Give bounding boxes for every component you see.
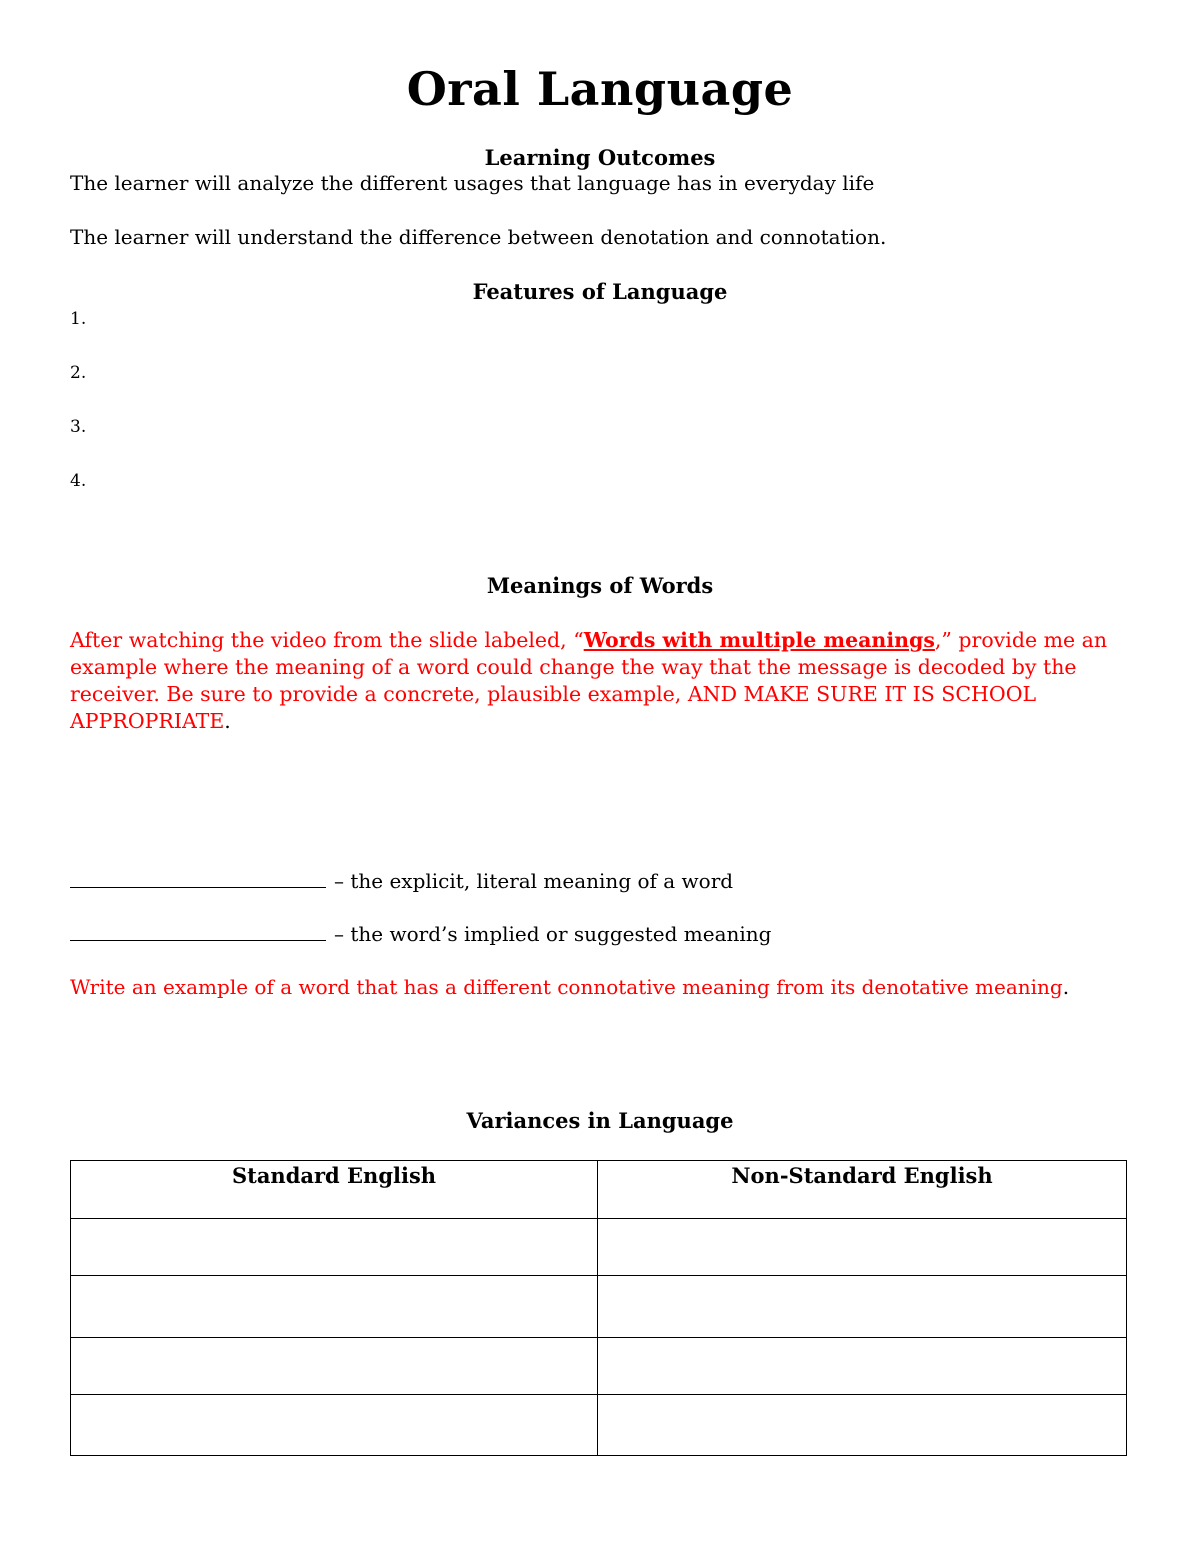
prompt-intro: After watching the video from the slide labeled, “ [70, 628, 584, 652]
learning-outcome-1: The learner will analyze the different usages that language has in everyday life [70, 171, 875, 195]
connotation-prompt [70, 975, 1069, 999]
multiple-meanings-prompt [70, 627, 1130, 735]
connotation-prompt-period: . [1062, 975, 1070, 999]
variances-table [70, 1160, 1127, 1456]
standard-english-cell[interactable] [71, 1395, 598, 1456]
connotation-blank[interactable] [70, 921, 326, 941]
words-with-multiple-meanings-link[interactable]: Words with multiple meanings [583, 628, 935, 652]
feature-number-4: 4. [70, 471, 87, 491]
table-row [71, 1338, 1127, 1395]
meanings-heading: Meanings of Words [486, 573, 714, 598]
table-row [71, 1219, 1127, 1276]
non-standard-english-cell[interactable] [598, 1338, 1127, 1395]
standard-english-cell[interactable] [71, 1338, 598, 1395]
denotation-definition-line [70, 868, 733, 893]
table-row [71, 1395, 1127, 1456]
prompt-period: . [224, 709, 231, 733]
table-row [71, 1276, 1127, 1338]
learning-outcome-2: The learner will understand the difference between denotation and connotation. [70, 225, 887, 249]
standard-english-header: Standard English [71, 1161, 598, 1219]
feature-number-1: 1. [70, 309, 87, 329]
standard-english-cell[interactable] [71, 1219, 598, 1276]
page-title: Oral Language [406, 62, 794, 116]
table-header-row [71, 1161, 1127, 1219]
denotation-definition: – the explicit, literal meaning of a word [334, 869, 734, 893]
features-heading: Features of Language [472, 279, 728, 304]
feature-number-3: 3. [70, 417, 87, 437]
connotation-definition-line [70, 921, 771, 946]
standard-english-cell[interactable] [71, 1276, 598, 1338]
denotation-blank[interactable] [70, 868, 326, 888]
feature-number-2: 2. [70, 363, 87, 383]
non-standard-english-cell[interactable] [598, 1219, 1127, 1276]
connotation-definition: – the word’s implied or suggested meaning [334, 922, 772, 946]
non-standard-english-cell[interactable] [598, 1276, 1127, 1338]
non-standard-english-cell[interactable] [598, 1395, 1127, 1456]
prompt-body: ,” provide me an example where the meaning of a word could change the way that the message is decoded by the receiver. Be sure to provide a concrete, plausible example, AND MAKE SURE IT IS SCHOOL APPROPRIATE [70, 628, 1108, 733]
variances-heading: Variances in Language [466, 1108, 734, 1133]
connotation-prompt-text: Write an example of a word that has a different connotative meaning from its denotative meaning [70, 975, 1063, 999]
non-standard-english-header: Non-Standard English [598, 1161, 1127, 1219]
learning-outcomes-heading: Learning Outcomes [484, 145, 716, 170]
